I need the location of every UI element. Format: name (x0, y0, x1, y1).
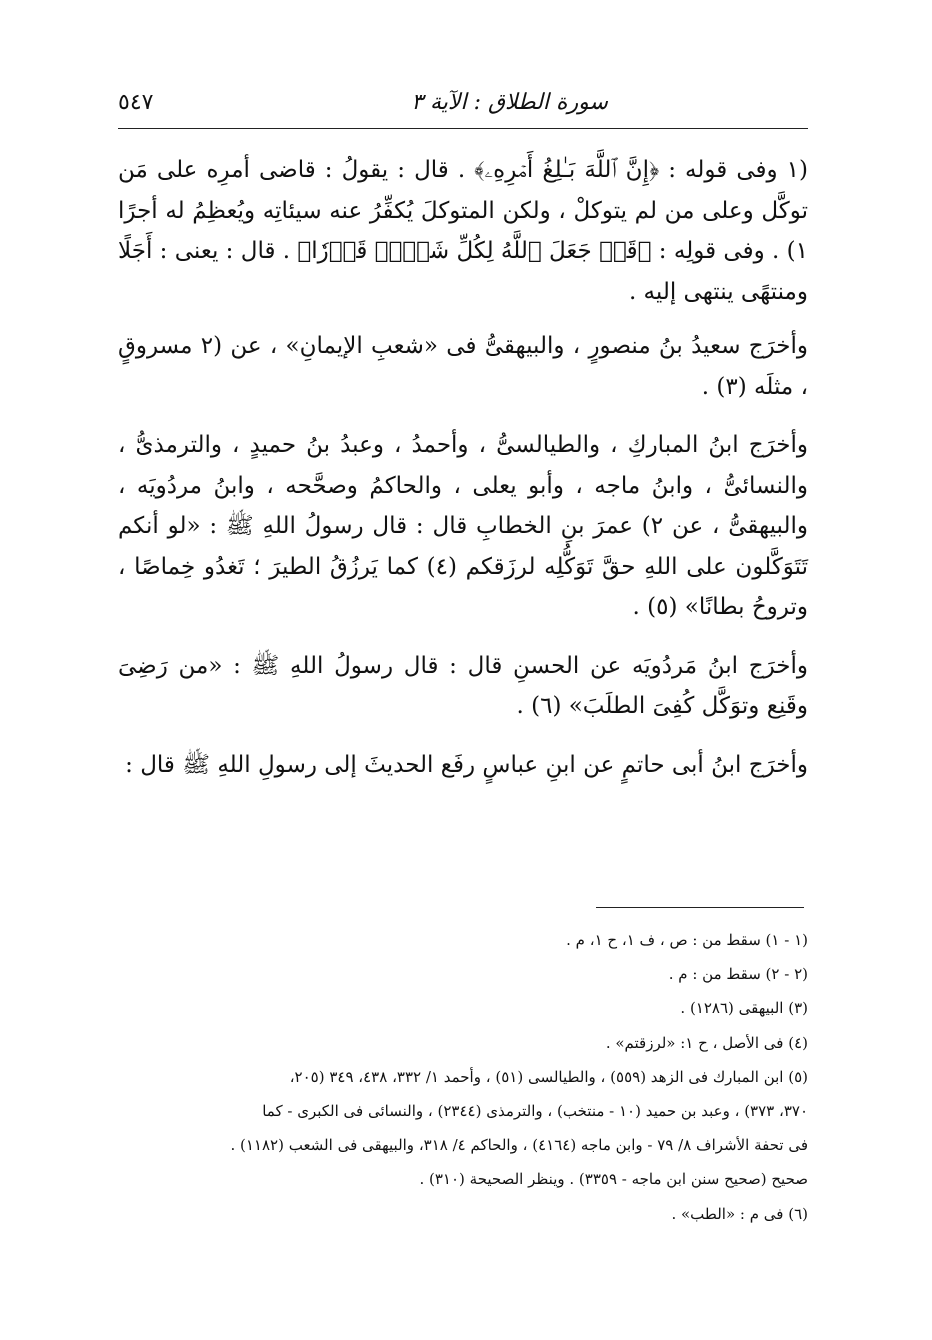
footnote: (٤) فى الأصل ، ح ١: «لرزقتم» . (605, 1033, 808, 1052)
paragraph: (١ وفى قوله : ﴿إِنَّ ٱللَّهَ بَـٰلِغُ أَمۡرِهِۦ﴾ . قال : يقولُ : قاضى أمرِه على مَن توكَّل وعلى من لم يتوكلْ ، ولكن المتوكلَ يُكفِّرُ عنه سيئاتِه ويُعظِمُ له أجرًا ١) . وفى قولِه : ﴿قَدۡ جَعَلَ ٱللَّهُ لِكُلِّ شَيۡءٖ قَدۡرٗا﴾ . قال : يعنى : أَجَلًا ومنتهًى ينتهى إليه . (118, 157, 808, 305)
footnotes (118, 923, 808, 1231)
main-text (118, 150, 808, 803)
paragraph: وأخرَج ابنُ المباركِ ، والطيالسىُّ ، وأحمدُ ، وعبدُ بنُ حميدٍ ، والترمذىُّ ، والنسائىُّ ، وابنُ ماجه ، وأبو يعلى ، والحاكمُ وصحَّحه ، وابنُ مردُويَه ، والبيهقىُّ ، عن ٢) عمرَ بنِ الخطابِ قال : قال رسولُ اللهِ ﷺ : «لو أنكم تَتَوَكَّلون على اللهِ حقَّ تَوَكُّلِه لرزَقكم (٤) كما يَرزُقُ الطيرَ ؛ تَغدُو خِماصًا ، وتروحُ بطانًا» (٥) . (118, 432, 808, 620)
header-rule (118, 128, 808, 129)
footnote: (٥) ابن المبارك فى الزهد (٥٥٩) ، والطيالسى (٥١) ، وأحمد ١/ ٣٣٢، ٤٣٨، ٣٤٩ (٢٠٥، (289, 1067, 808, 1086)
running-header (118, 82, 808, 126)
paragraph: وأخرَج ابنُ أبى حاتمٍ عن ابنِ عباسٍ رفَع الحديثَ إلى رسولِ اللهِ ﷺ قال : (125, 751, 808, 778)
paragraph: وأخرَج سعيدُ بنُ منصورٍ ، والبيهقىُّ فى «شعبِ الإيمانِ» ، عن (٢ مسروقٍ ، مثلَه (٣) . (118, 333, 808, 400)
header-title: سورة الطلاق : الآية ٣ (411, 90, 608, 115)
footnote: (٣) البيهقى (١٢٨٦) . (680, 999, 808, 1018)
page-number: ٥٤٧ (118, 90, 154, 115)
footnote: صحيح (صحيح سنن ابن ماجه - ٣٣٥٩) . وينظر الصحيحة (٣١٠) . (419, 1170, 808, 1189)
footnote: فى تحفة الأشراف ٨/ ٧٩ - وابن ماجه (٤١٦٤) ، والحاكم ٤/ ٣١٨، والبيهقى فى الشعب (١١٨٢) . (230, 1136, 808, 1155)
footnote: (١ - ١) سقط من : ص ، ف ١، ح ١، م . (566, 931, 808, 949)
footnotes-rule (596, 907, 804, 908)
footnote: ٣٧٠، ٣٧٣) ، وعبد بن حميد (١٠ - منتخب) ، والترمذى (٢٣٤٤) ، والنسائى فى الكبرى - كما (262, 1102, 808, 1121)
paragraph: وأخرَج ابنُ مَردُويَه عن الحسنِ قال : قال رسولُ اللهِ ﷺ : «من رَضِىَ وقَنِع وتوَكَّل كُفِىَ الطلَبَ» (٦) . (118, 652, 808, 719)
footnote: (٢ - ٢) سقط من : م . (668, 965, 808, 984)
footnote: (٦) فى م : «الطب» . (671, 1204, 808, 1223)
